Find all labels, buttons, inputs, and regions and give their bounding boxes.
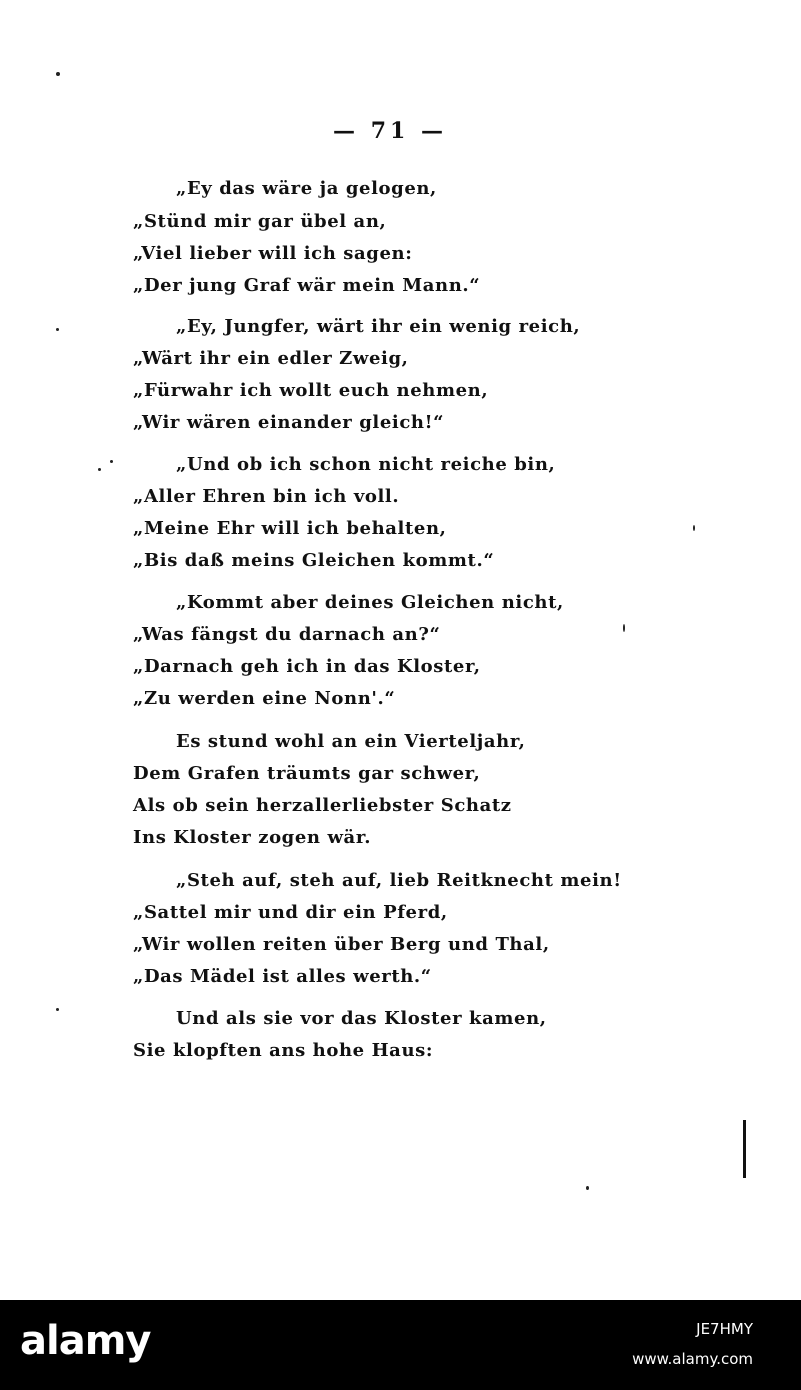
watermark-bar: [0, 1300, 801, 1390]
scan-speck: [56, 1008, 59, 1011]
scan-speck: [110, 460, 113, 463]
poem-line: „Sattel mir und dir ein Pferd,: [133, 902, 448, 923]
poem-line: „Der jung Graf wär mein Mann.“: [133, 275, 481, 296]
margin-mark: [743, 1120, 746, 1178]
poem-line: „Kommt aber deines Gleichen nicht,: [176, 592, 564, 613]
poem-line: „Viel lieber will ich sagen:: [133, 243, 413, 264]
poem-line: „Ey das wäre ja gelogen,: [176, 178, 437, 199]
page-number: — 71 —: [333, 118, 447, 144]
poem-line: Und als sie vor das Kloster kamen,: [176, 1008, 547, 1029]
poem-line: „Und ob ich schon nicht reiche bin,: [176, 454, 556, 475]
scan-speck: [98, 468, 101, 471]
watermark-image-id: JE7HMY: [696, 1320, 753, 1338]
scan-speck: [693, 525, 695, 531]
poem-line: „Wärt ihr ein edler Zweig,: [133, 348, 409, 369]
poem-line: Dem Grafen träumts gar schwer,: [133, 763, 481, 784]
poem-line: „Wir wollen reiten über Berg und Thal,: [133, 934, 550, 955]
scan-speck: [586, 1186, 589, 1190]
poem-line: „Stünd mir gar übel an,: [133, 211, 387, 232]
watermark-url: www.alamy.com: [632, 1350, 753, 1368]
poem-line: „Meine Ehr will ich behalten,: [133, 518, 447, 539]
poem-line: „Was fängst du darnach an?“: [133, 624, 441, 645]
poem-line: „Darnach geh ich in das Kloster,: [133, 656, 481, 677]
scan-speck: [623, 624, 625, 632]
poem-line: „Bis daß meins Gleichen kommt.“: [133, 550, 495, 571]
poem-line: „Fürwahr ich wollt euch nehmen,: [133, 380, 489, 401]
scan-speck: [56, 72, 60, 76]
scan-speck: [56, 328, 59, 331]
poem-line: „Aller Ehren bin ich voll.: [133, 486, 400, 507]
poem-line: „Wir wären einander gleich!“: [133, 412, 445, 433]
poem-line: Sie klopften ans hohe Haus:: [133, 1040, 434, 1061]
poem-line: „Zu werden eine Nonn'.“: [133, 688, 396, 709]
poem-line: „Das Mädel ist alles werth.“: [133, 966, 432, 987]
poem-line: „Ey, Jungfer, wärt ihr ein wenig reich,: [176, 316, 581, 337]
poem-line: Als ob sein herzallerliebster Schatz: [133, 795, 512, 816]
watermark-logo: alamy: [20, 1318, 151, 1364]
poem-line: Ins Kloster zogen wär.: [133, 827, 372, 848]
poem-line: Es stund wohl an ein Vierteljahr,: [176, 731, 526, 752]
poem-line: „Steh auf, steh auf, lieb Reitknecht mein!: [176, 870, 622, 891]
